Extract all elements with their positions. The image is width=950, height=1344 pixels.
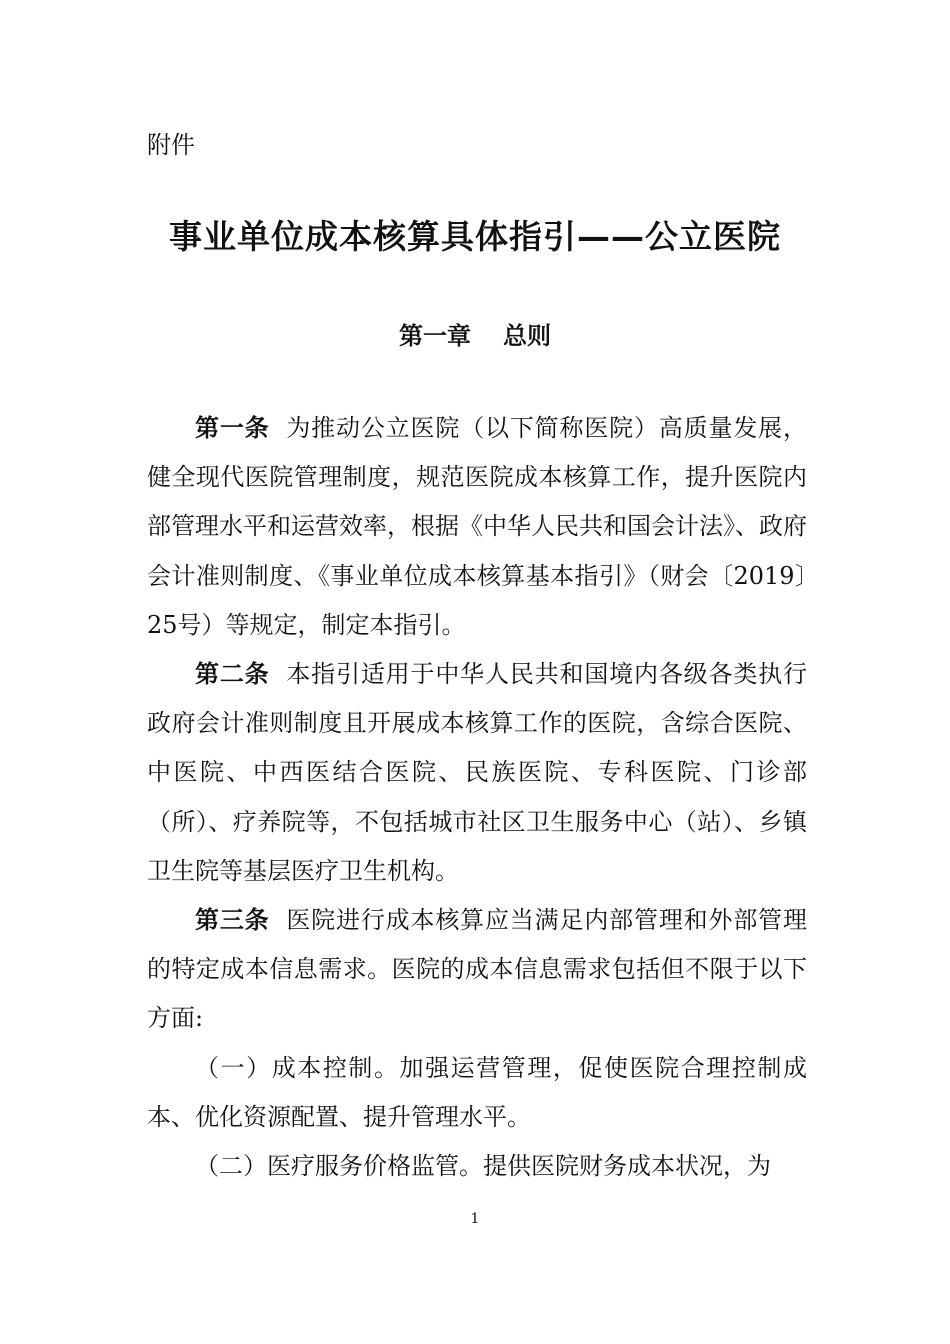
chapter-number: 第一章	[399, 322, 471, 350]
article-label: 第一条	[195, 414, 270, 442]
article-label: 第二条	[195, 660, 270, 689]
attachment-label: 附件	[147, 131, 195, 159]
article-2	[147, 650, 807, 896]
article-text: 为推动公立医院（以下简称医院）高质量发展，健全现代医院管理制度，规范医院成本核算工作，提升医院内部管理水平和运营效率，根据《中华人民共和国会计法》、政府会计准则制度、《事业单位成本核算基本指引》（财会〔2019〕25号）等规定，制定本指引。	[147, 414, 807, 639]
document-body	[147, 404, 807, 1191]
article-1	[147, 404, 807, 650]
document-title: 事业单位成本核算具体指引——公立医院	[169, 217, 781, 256]
article-text: 医院进行成本核算应当满足内部管理和外部管理的特定成本信息需求。医院的成本信息需求包括但不限于以下方面:	[147, 906, 807, 1033]
chapter-heading	[0, 316, 950, 356]
article-text: 本指引适用于中华人民共和国境内各级各类执行政府会计准则制度且开展成本核算工作的医院，含综合医院、中医院、中西医结合医院、民族医院、专科医院、门诊部（所）、疗养院等，不包括城市社区卫生服务中心（站）、乡镇卫生院等基层医疗卫生机构。	[147, 660, 807, 885]
chapter-name: 总则	[503, 322, 551, 350]
list-item: （一）成本控制。加强运营管理，促使医院合理控制成本、优化资源配置、提升管理水平。	[147, 1053, 807, 1131]
article-3	[147, 896, 807, 1044]
list-item: （二）医疗服务价格监管。提供医院财务成本状况，为	[195, 1152, 771, 1181]
article-label: 第三条	[195, 906, 270, 935]
page-number: 1	[470, 1211, 480, 1227]
